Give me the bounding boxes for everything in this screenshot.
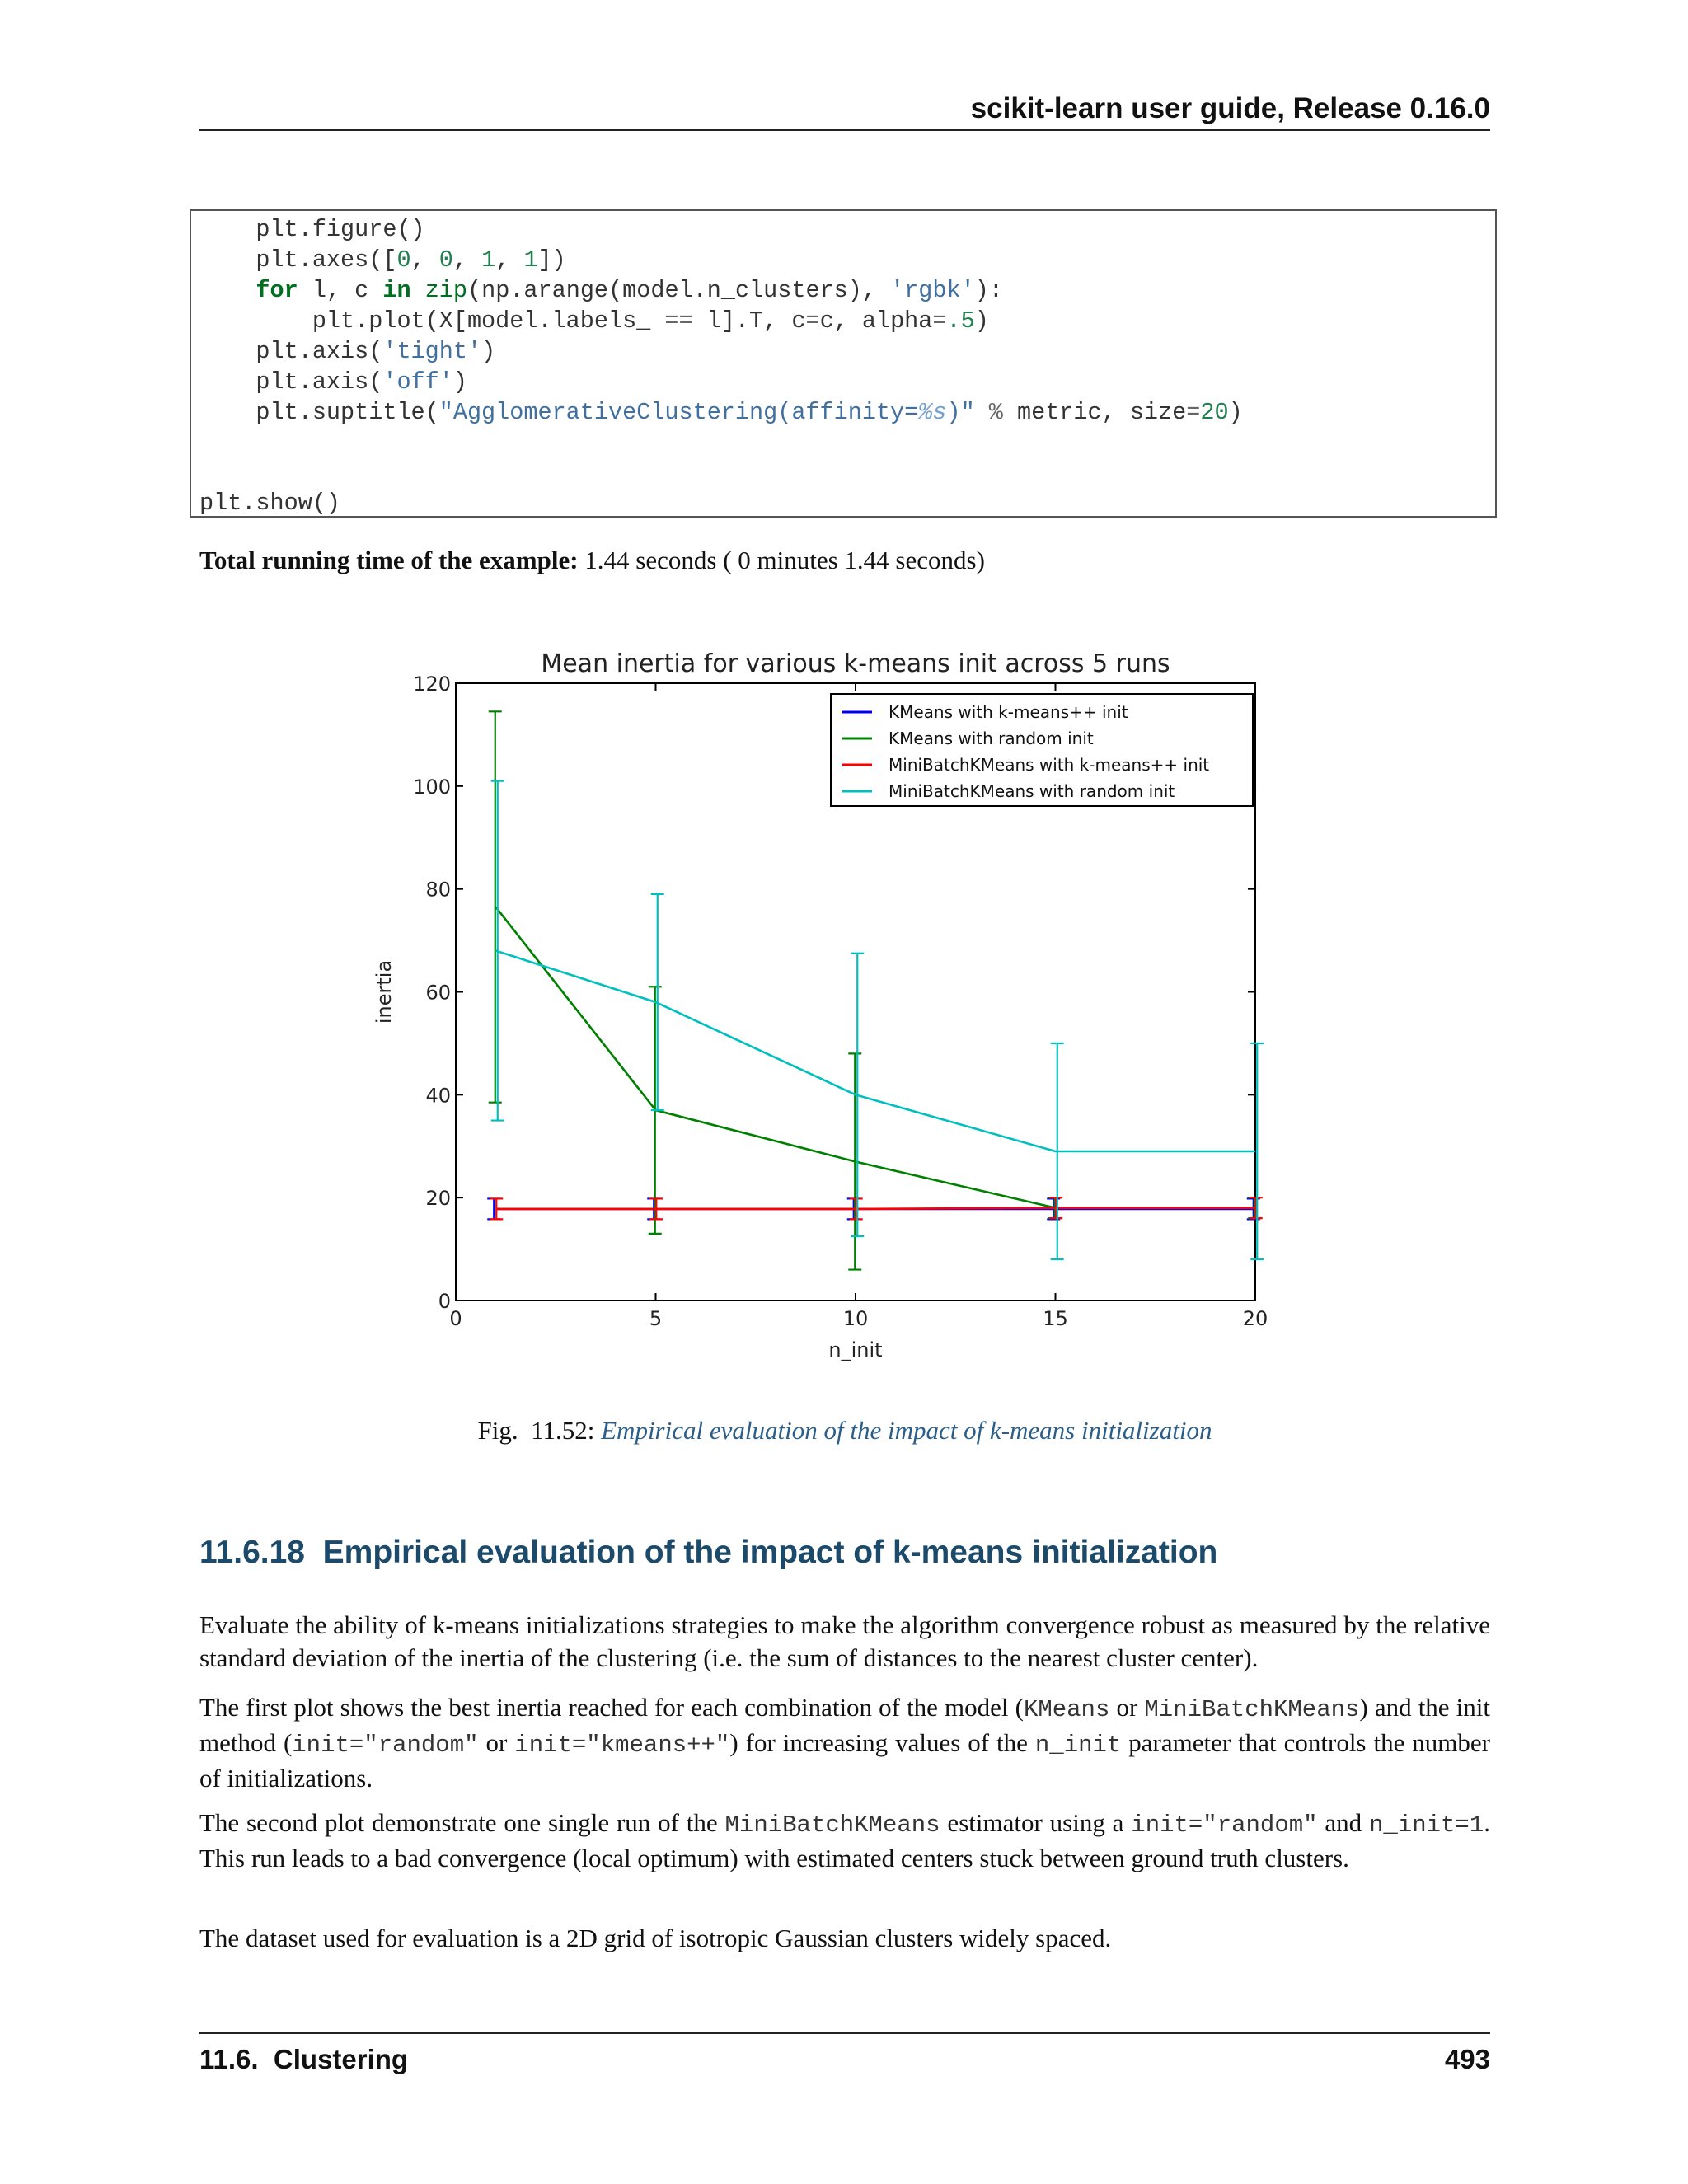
y-tick-label: 120 — [413, 673, 451, 696]
paragraph-first-plot — [199, 1691, 1490, 1795]
section-title: Empirical evaluation of the impact of k-means initialization — [322, 1535, 1218, 1570]
caption-link[interactable]: Empirical evaluation of the impact of k-means initialization — [601, 1416, 1212, 1445]
code-block — [190, 209, 1497, 518]
y-tick-label: 60 — [425, 981, 451, 1005]
x-axis-label: n_init — [828, 1338, 883, 1361]
footer-section: 11.6. Clustering — [199, 2044, 409, 2074]
code-n-init-1: n_init=1 — [1369, 1811, 1484, 1839]
code-line: plt.axis('tight') — [199, 338, 496, 365]
caption-prefix: Fig. 11.52: — [477, 1416, 602, 1445]
y-tick-label: 0 — [438, 1290, 451, 1313]
x-tick-label: 15 — [1043, 1307, 1068, 1330]
text-run: or — [1109, 1693, 1145, 1722]
y-tick-label: 100 — [413, 775, 451, 799]
section-number: 11.6.18 — [199, 1535, 305, 1570]
x-tick-label: 0 — [449, 1307, 462, 1330]
text-run: parameter that controls the number of initializations. — [199, 1728, 1490, 1793]
text-run: The first plot shows the best inertia reached for each combination of the model ( — [199, 1693, 1024, 1722]
header-rule — [199, 129, 1490, 131]
code-line: for l, c in zip(np.arange(model.n_clusters), 'rgbk'): — [256, 277, 1003, 304]
chart-title: Mean inertia for various k-means init across 5 runs — [541, 649, 1170, 678]
code-line: plt.plot(X[model.labels_ == l].T, c=c, alpha=.5) — [199, 307, 989, 335]
y-tick-label: 20 — [425, 1187, 451, 1211]
running-header: scikit-learn user guide, Release 0.16.0 — [970, 92, 1490, 124]
legend-label: KMeans with random init — [889, 729, 1094, 748]
paragraph-second-plot — [199, 1807, 1490, 1875]
section-heading — [199, 1535, 1217, 1571]
text-run: and — [1317, 1808, 1370, 1837]
x-tick-label: 10 — [842, 1307, 869, 1330]
x-tick-label: 20 — [1242, 1307, 1268, 1330]
legend-label: KMeans with k-means++ init — [889, 702, 1128, 722]
code-line: plt.show() — [199, 490, 341, 517]
text-run: The second plot demonstrate one single run of the — [199, 1808, 725, 1837]
paragraph-dataset: The dataset used for evaluation is a 2D grid of isotropic Gaussian clusters widely spaced. — [199, 1924, 1112, 1952]
runtime-label: Total running time of the example: — [199, 546, 579, 574]
code-kmeans: KMeans — [1023, 1696, 1110, 1723]
code-init-random: init="random" — [292, 1732, 479, 1759]
inertia-chart — [363, 635, 1286, 1376]
y-axis-label: inertia — [373, 959, 396, 1024]
runtime-line — [199, 546, 985, 575]
code-n-init: n_init — [1034, 1732, 1122, 1759]
code-line: plt.axis('off') — [199, 368, 467, 396]
code-line: plt.axes([0, 0, 1, 1]) — [199, 246, 566, 274]
text-run: estimator using a — [940, 1808, 1132, 1837]
code-init-random: init="random" — [1131, 1811, 1318, 1839]
legend-label: MiniBatchKMeans with random init — [889, 781, 1175, 801]
paragraph-intro: Evaluate the ability of k-means initializations strategies to make the algorithm convergence robust as measured by the relative standard deviation of the inertia of the clustering (i.e. the sum of distances to the nearest cluster center). — [199, 1610, 1490, 1672]
runtime-value: 1.44 seconds ( 0 minutes 1.44 seconds) — [578, 546, 985, 574]
series-line — [496, 1208, 1256, 1209]
legend — [831, 694, 1253, 806]
footer-rule — [199, 2032, 1490, 2034]
page-number: 493 — [1444, 2044, 1490, 2074]
text-run: ) and the init method ( — [199, 1693, 1490, 1757]
y-tick-label: 80 — [425, 878, 451, 902]
x-tick-label: 5 — [649, 1307, 663, 1330]
legend-label: MiniBatchKMeans with k-means++ init — [889, 755, 1210, 775]
figure-caption — [199, 1416, 1490, 1446]
text-run: ) for increasing values of the — [729, 1728, 1035, 1757]
code-line: plt.figure() — [199, 216, 425, 243]
code-minibatchkmeans: MiniBatchKMeans — [1144, 1696, 1360, 1723]
code-init-kmeanspp: init="kmeans++" — [514, 1732, 730, 1759]
text-run: or — [478, 1728, 515, 1757]
text-run: . This run leads to a bad convergence (local optimum) with estimated centers stuck between ground truth clusters. — [199, 1808, 1490, 1872]
code-minibatchkmeans: MiniBatchKMeans — [724, 1811, 940, 1839]
code-line: plt.suptitle("AgglomerativeClustering(affinity=%s)" % metric, size=20) — [199, 399, 1243, 426]
y-tick-label: 40 — [425, 1084, 451, 1108]
